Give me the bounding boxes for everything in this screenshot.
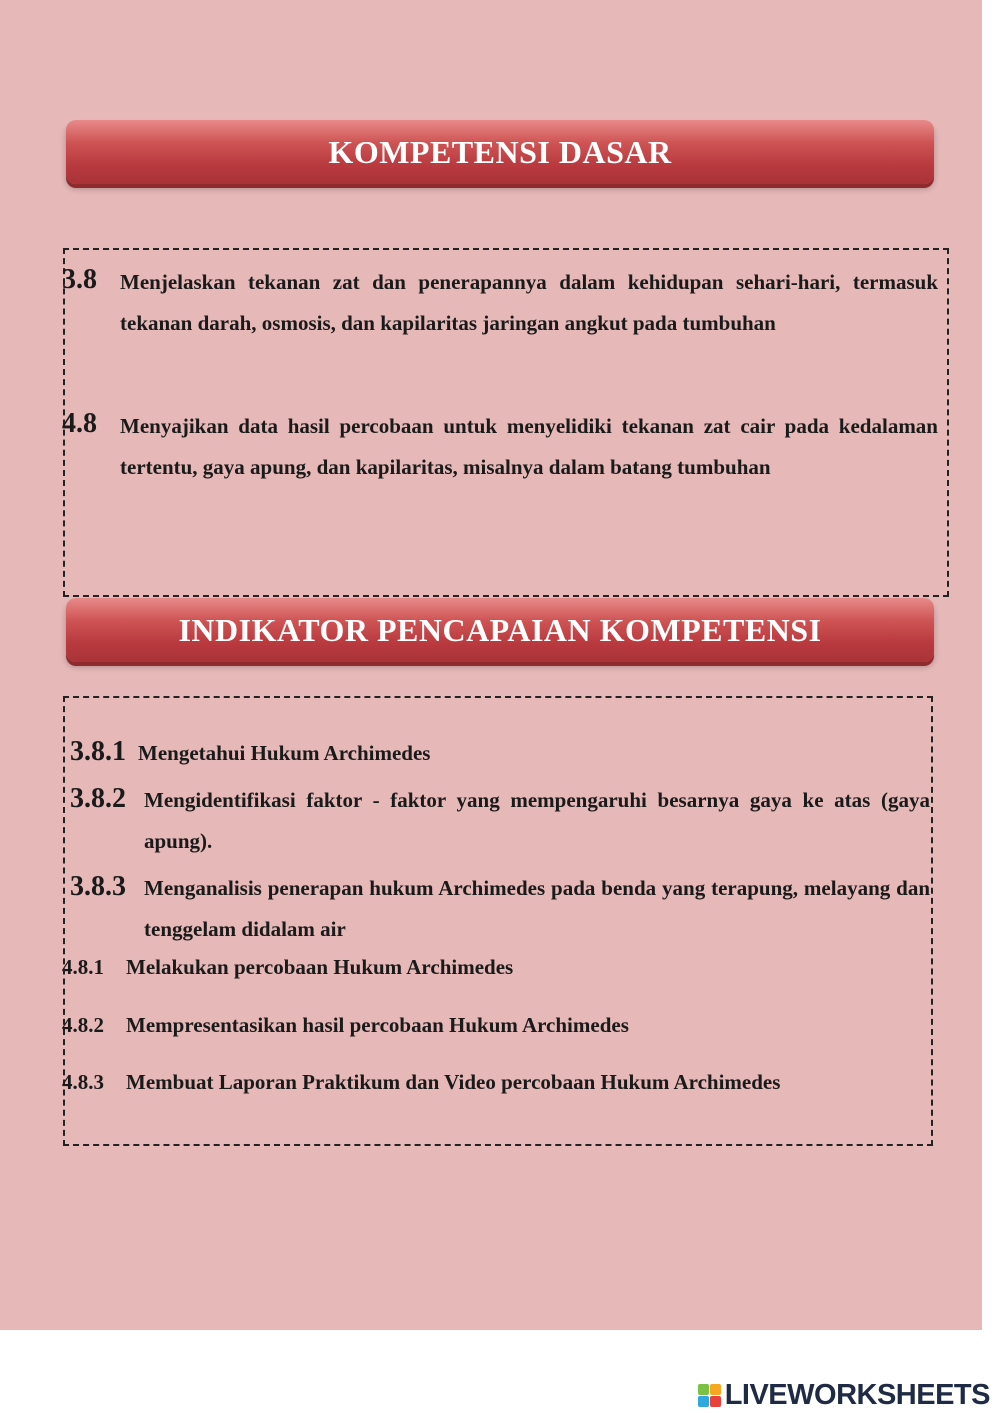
indikator-item-text: Mengetahui Hukum Archimedes [138,741,431,765]
liveworksheets-brand[interactable] [698,1378,990,1412]
indikator-item-text: Melakukan percobaan Hukum Archimedes [126,955,514,979]
indikator-item [62,953,513,981]
indikator-heading: INDIKATOR PENCAPAIAN KOMPETENSI [66,598,934,662]
kd-item-text: Menjelaskan tekanan zat dan penerapannya dalam kehidupan sehari-hari, termasuk tekanan darah, osmosis, dan kapilaritas jaringan angkut pada tumbuhan [120,270,938,335]
liveworksheets-logo-icon [698,1384,721,1407]
indikator-item-number: 4.8.1 [62,955,104,979]
indikator-item-number: 4.8.2 [62,1013,104,1037]
indikator-item [62,1011,629,1039]
kd-item [62,406,938,488]
kd-item-number: 4.8 [62,408,97,439]
kompetensi-dasar-heading: KOMPETENSI DASAR [66,120,934,184]
indikator-item-number: 3.8.3 [70,871,126,902]
indikator-item-text: Membuat Laporan Praktikum dan Video percobaan Hukum Archimedes [126,1070,781,1094]
indikator-item-number: 3.8.1 [70,736,126,767]
indikator-item-text: Mempresentasikan hasil percobaan Hukum Archimedes [126,1013,629,1037]
indikator-item-text: Mengidentifikasi faktor - faktor yang mempengaruhi besarnya gaya ke atas (gaya apung). [144,788,930,853]
indikator-item-text: Menganalisis penerapan hukum Archimedes pada benda yang terapung, melayang dan tenggelam didalam air [144,876,930,941]
kd-item-number: 3.8 [62,264,97,295]
brand-name: LIVEWORKSHEETS [724,1378,990,1411]
indikator-item [70,780,930,862]
indikator-item [62,1068,780,1096]
kd-item-text: Menyajikan data hasil percobaan untuk menyelidiki tekanan zat cair pada kedalaman tertentu, gaya apung, dan kapilaritas, misalnya dalam batang tumbuhan [120,414,938,479]
indikator-item [70,733,930,774]
indikator-item-number: 4.8.3 [62,1070,104,1094]
indikator-item [70,868,930,950]
kd-item [62,262,938,344]
indikator-item-number: 3.8.2 [70,783,126,814]
